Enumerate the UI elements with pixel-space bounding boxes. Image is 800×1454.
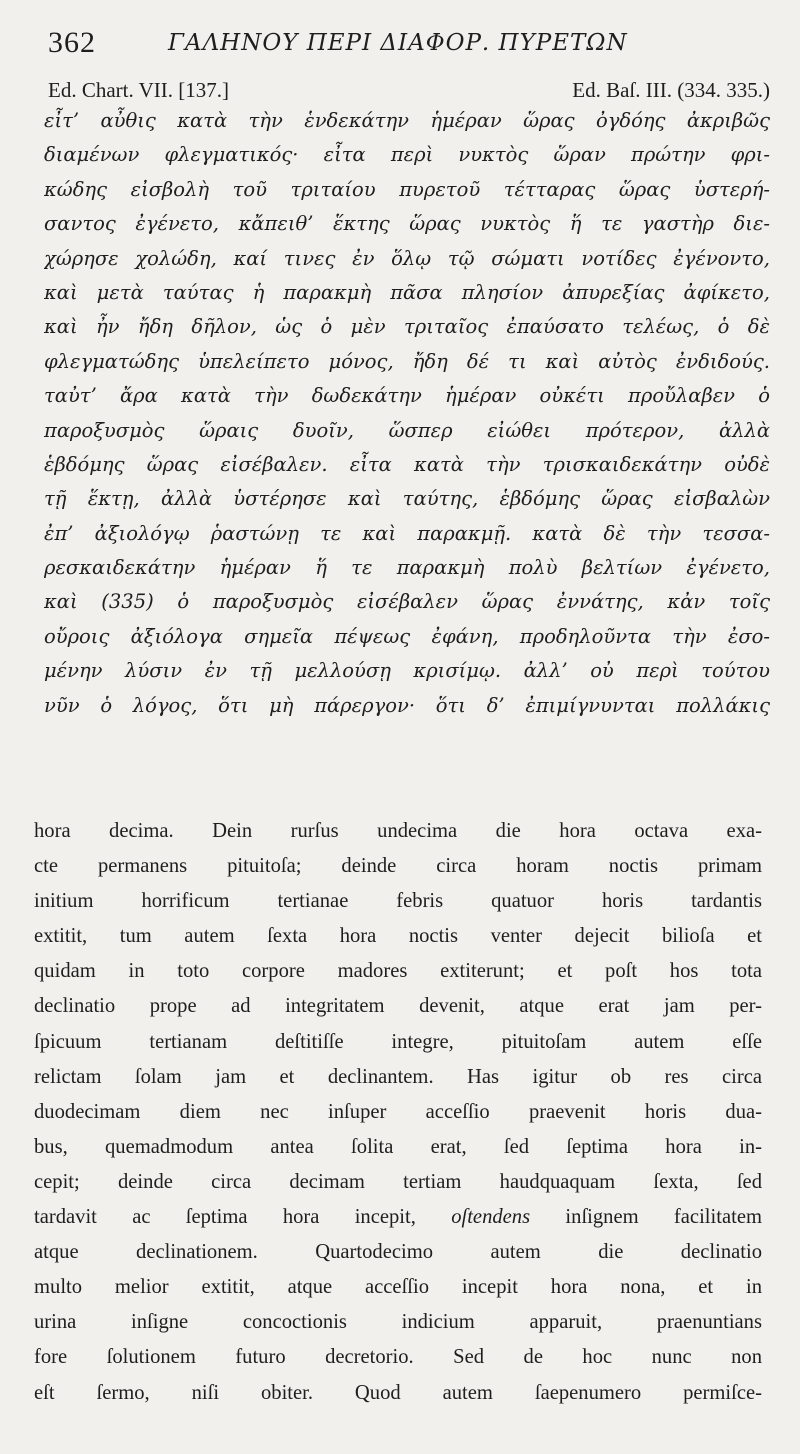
greek-line: καὶ (335) ὁ παροξυσμὸς εἰσέβαλεν ὥρας ἐννάτης, κἀν τοῖς [44, 590, 770, 614]
greek-line: νῦν ὁ λόγος, ὅτι μὴ πάρεργον· ὅτι δ’ ἐπιμίγνυνται πολλάκις [44, 693, 770, 717]
running-title: ΓΑΛΗΝΟΥ ΠΕΡΙ ΔΙΑΦΟΡ. ΠΥΡΕΤΩΝ [168, 30, 628, 56]
greek-line: ταὐτ’ ἄρα κατὰ τὴν δωδεκάτην ἡμέραν οὐκέτι προὔλαβεν ὁ [44, 384, 770, 408]
latin-line: atque declinationem. Quartodecimo autem die declinatio [34, 1241, 762, 1264]
greek-line: οὔροις ἀξιόλογα σημεῖα πέψεως ἐφάνη, προδηλοῦντα τὴν ἐσο- [44, 624, 770, 648]
greek-line: ἑβδόμης ὥρας εἰσέβαλεν. εἶτα κατὰ τὴν τρισκαιδεκάτην οὐδὲ [44, 452, 770, 476]
latin-line: cte permanens pituitoſa; deinde circa horam noctis primam [34, 855, 762, 878]
latin-line-tail: inſignem facilitatem [565, 1206, 762, 1229]
latin-line: eſt ſermo, niſi obiter. Quod autem ſaepenumero permiſce- [34, 1381, 762, 1404]
latin-line-head: tardavit ac ſeptima hora incepit, [34, 1206, 416, 1229]
latin-line: fore ſolutionem futuro decretorio. Sed de hoc nunc non [34, 1346, 762, 1369]
greek-line: παροξυσμὸς ὥραις δυοῖν, ὥσπερ εἰώθει πρότερον, ἀλλὰ [44, 418, 770, 442]
greek-line: καὶ ἦν ἤδη δῆλον, ὡς ὁ μὲν τριταῖος ἐπαύσατο τελέως, ὁ δὲ [44, 315, 770, 339]
greek-line: ρεσκαιδεκάτην ἡμέραν ἥ τε παρακμὴ πολὺ βελτίων ἐγένετο, [44, 556, 770, 580]
greek-line: ἐπ’ ἀξιολόγῳ ῥαστώνῃ τε καὶ παρακμῇ. κατὰ δὲ τὴν τεσσα- [44, 521, 770, 545]
latin-line: extitit, tum autem ſexta hora noctis venter dejecit bilioſa et [34, 925, 762, 948]
greek-line: μένην λύσιν ἐν τῇ μελλούσῃ κρισίμῳ. ἀλλ’ οὐ περὶ τούτου [44, 659, 770, 683]
greek-line: εἶτ’ αὖθις κατὰ τὴν ἑνδεκάτην ἡμέραν ὥρας ὀγδόης ἀκριβῶς [44, 109, 770, 132]
greek-line: καὶ μετὰ ταύτας ἡ παρακμὴ πᾶσα πλησίον ἀπυρεξίας ἀφίκετο, [44, 280, 770, 304]
latin-line: ſpicuum tertianam deſtitiſſe integre, pituitoſam autem eſſe [34, 1030, 762, 1053]
greek-line: τῇ ἕκτῃ, ἀλλὰ ὑστέρησε καὶ ταύτης, ἑβδόμης ὥρας εἰσβαλὼν [44, 487, 770, 511]
latin-line: relictam ſolam jam et declinantem. Has igitur ob res circa [34, 1065, 762, 1088]
greek-line: διαμένων φλεγματικός· εἶτα περὶ νυκτὸς ὥραν πρώτην φρι- [44, 143, 770, 167]
latin-line: multo melior extitit, atque acceſſio incepit hora nona, et in [34, 1276, 762, 1299]
edition-reference-chart: Ed. Chart. VII. [137.] [48, 78, 229, 102]
latin-line: urina inſigne concoctionis indicium apparuit, praenuntians [34, 1311, 762, 1334]
latin-line: hora decima. Dein rurſus undecima die hora octava exa- [34, 820, 762, 842]
edition-reference-basel: Ed. Baſ. III. (334. 335.) [572, 78, 770, 102]
greek-line: κώδης εἰσβολὴ τοῦ τριταίου πυρετοῦ τέτταρας ὥρας ὑστερή- [44, 177, 770, 201]
italic-word: oſtendens [451, 1206, 531, 1229]
latin-text-block [34, 814, 762, 1411]
latin-line: quidam in toto corpore madores extiterunt; et poſt hos tota [34, 960, 762, 983]
latin-line: duodecimam diem nec inſuper acceſſio praevenit horis dua- [34, 1100, 762, 1123]
latin-line: initium horrificum tertianae febris quatuor horis tardantis [34, 890, 762, 913]
latin-line-with-italic [34, 1200, 762, 1235]
greek-line: σαντος ἐγένετο, κἄπειθ’ ἕκτης ὥρας νυκτὸς ἥ τε γαστὴρ διε- [44, 212, 770, 236]
latin-line: bus, quemadmodum antea ſolita erat, ſed ſeptima hora in- [34, 1135, 762, 1158]
greek-text-block [44, 104, 770, 723]
page-number: 362 [48, 26, 96, 59]
greek-line: φλεγματώδης ὑπελείπετο μόνος, ἤδη δέ τι καὶ αὐτὸς ἐνδιδούς. [44, 349, 770, 373]
latin-line: declinatio prope ad integritatem devenit, atque erat jam per- [34, 995, 762, 1018]
greek-line: χώρησε χολώδη, καί τινες ἐν ὅλῳ τῷ σώματι νοτίδες ἐγένοντο, [44, 246, 770, 270]
latin-line: cepit; deinde circa decimam tertiam haudquaquam ſexta, ſed [34, 1170, 762, 1193]
